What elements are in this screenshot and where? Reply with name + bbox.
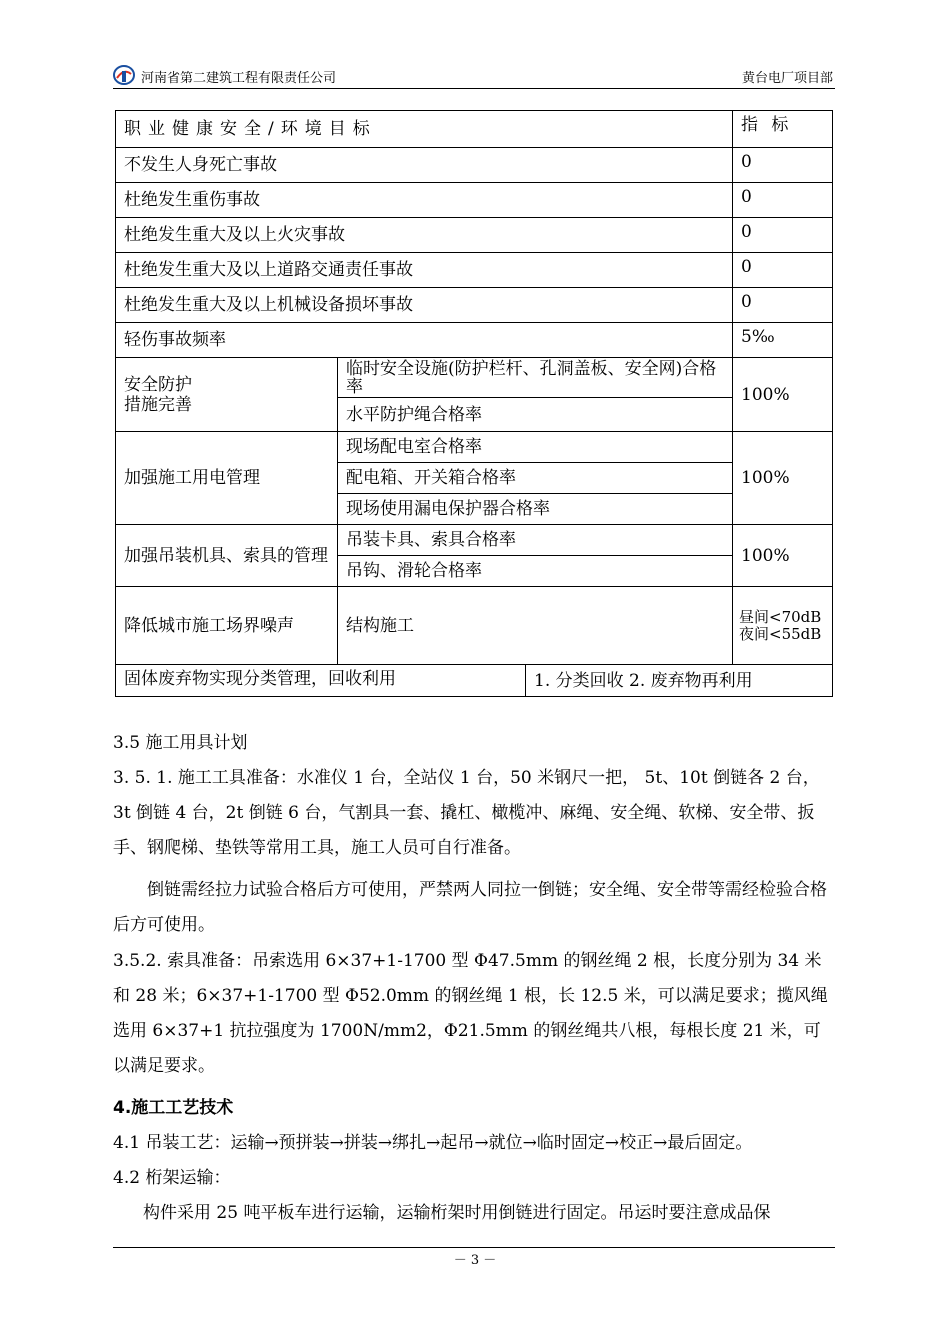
page-number: － 3 － xyxy=(453,1253,497,1268)
lifting-value: 100% xyxy=(733,525,833,587)
company-logo-icon xyxy=(113,64,135,86)
row-goal: 轻伤事故频率 xyxy=(116,323,733,358)
paragraph-transport: 构件采用 25 吨平板车进行运输，运输桁架时用倒链进行固定。吊运时要注意成品保 xyxy=(143,1203,771,1223)
section-4-heading-text: 4.施工工艺技术 xyxy=(113,1098,234,1118)
noise-label: 降低城市施工场界噪声 xyxy=(116,587,338,665)
row-goal: 杜绝发生重大及以上火灾事故 xyxy=(116,218,733,253)
noise-value xyxy=(733,587,833,665)
waste-value: 1. 分类回收 2. 废弃物再利用 xyxy=(526,665,833,697)
safety-group-label xyxy=(116,358,338,432)
noise-row xyxy=(116,587,833,665)
row-value: 0 xyxy=(733,253,833,288)
table-row xyxy=(116,288,833,323)
safety-label-line2: 措施完善 xyxy=(124,394,192,415)
table-header-row xyxy=(116,111,833,148)
safety-label-line1: 安全防护 xyxy=(124,374,192,395)
waste-label: 固体废弃物实现分类管理，回收利用 xyxy=(116,665,526,697)
lifting-item-1: 吊装卡具、索具合格率 xyxy=(338,525,733,556)
row-goal: 杜绝发生重伤事故 xyxy=(116,183,733,218)
safety-item-1: 临时安全设施(防护栏杆、孔洞盖板、安全网)合格率 xyxy=(338,358,733,398)
power-item-2: 配电箱、开关箱合格率 xyxy=(338,463,733,494)
safety-item-2: 水平防护绳合格率 xyxy=(338,398,733,432)
power-item-1: 现场配电室合格率 xyxy=(338,432,733,463)
noise-item: 结构施工 xyxy=(338,587,733,665)
safety-value: 100% xyxy=(733,358,833,432)
footer-divider xyxy=(113,1247,835,1248)
row-goal: 杜绝发生重大及以上机械设备损坏事故 xyxy=(116,288,733,323)
section-4-2-heading: 4.2 桁架运输： xyxy=(113,1168,231,1188)
lifting-group-label: 加强吊装机具、索具的管理 xyxy=(116,525,338,587)
table-row xyxy=(116,253,833,288)
row-value: 5‰ xyxy=(733,323,833,358)
table-row xyxy=(116,323,833,358)
safety-group-row xyxy=(116,358,833,398)
noise-value-day: 昼间<70dB xyxy=(739,607,822,626)
waste-row xyxy=(116,665,833,697)
power-group-row xyxy=(116,432,833,463)
row-value: 0 xyxy=(733,288,833,323)
table-row xyxy=(116,148,833,183)
power-group-label: 加强施工用电管理 xyxy=(116,432,338,525)
header-index: 指 标 xyxy=(733,111,833,148)
project-name: 黄台电厂项目部 xyxy=(741,71,833,86)
noise-value-night: 夜间<55dB xyxy=(739,624,822,643)
lifting-group-row xyxy=(116,525,833,556)
row-value: 0 xyxy=(733,183,833,218)
row-goal: 杜绝发生重大及以上道路交通责任事故 xyxy=(116,253,733,288)
row-value: 0 xyxy=(733,148,833,183)
page-header xyxy=(113,62,835,89)
table-row xyxy=(116,218,833,253)
power-item-3: 现场使用漏电保护器合格率 xyxy=(338,494,733,525)
power-value: 100% xyxy=(733,432,833,525)
paragraph-tools: 3. 5. 1. 施工工具准备：水准仪 1 台，全站仪 1 台，50 米钢尺一把， 5t、10t 倒链各 2 台，3t 倒链 4 台，2t 倒链 6 台，气割具一套、撬杠、橄榄冲、麻绳、安全绳、软梯、安全带、扳手、钢爬梯、垫铁等常用工具，施工人员可自行准备。 xyxy=(113,768,820,858)
company-name: 河南省第二建筑工程有限责任公司 xyxy=(141,71,337,86)
section-3-5-heading: 3.5 施工用具计划 xyxy=(113,733,248,753)
row-goal: 不发生人身死亡事故 xyxy=(116,148,733,183)
section-4-heading xyxy=(113,1091,837,1126)
table-row xyxy=(116,183,833,218)
header-goal: 职业健康安全/环境目标 xyxy=(116,111,733,148)
row-value: 0 xyxy=(733,218,833,253)
ohs-environment-goals-table xyxy=(115,110,833,697)
paragraph-rigging: 3.5.2. 索具准备：吊索选用 6×37+1-1700 型 Φ47.5mm 的钢丝绳 2 根，长度分别为 34 米和 28 米；6×37+1-1700 型 Φ52.0mm 的钢丝绳 1 根，长 12.5 米，可以满足要求；揽风绳选用 6×37+1 抗拉强度为 1700N/mm2，Φ21.5mm 的钢丝绳共八根，每根长度 21 米，可以满足要求。 xyxy=(113,951,828,1076)
paragraph-chain-test: 倒链需经拉力试验合格后方可使用，严禁两人同拉一倒链；安全绳、安全带等需经检验合格后方可使用。 xyxy=(113,880,827,935)
paragraph-hoisting-process: 4.1 吊装工艺：运输→预拼装→拼装→绑扎→起吊→就位→临时固定→校正→最后固定。 xyxy=(113,1133,753,1153)
lifting-item-2: 吊钩、滑轮合格率 xyxy=(338,556,733,587)
